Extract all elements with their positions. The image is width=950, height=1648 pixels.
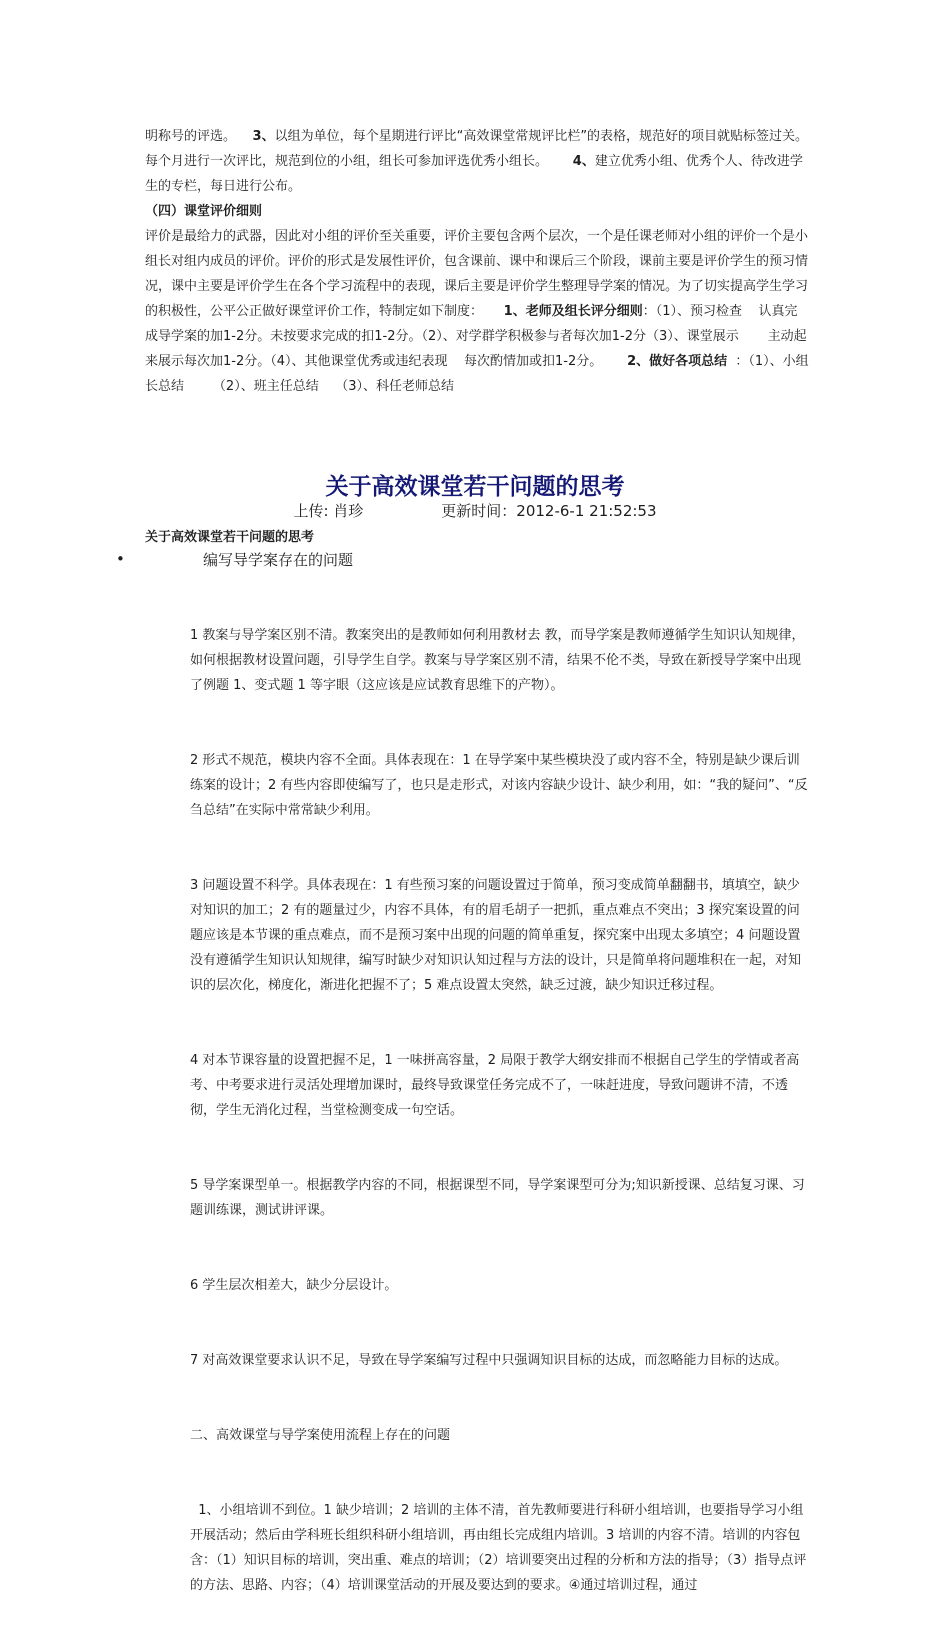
bold-run: 1、老师及组长评分细则 [503, 304, 643, 319]
article-body [190, 573, 810, 1648]
article-meta [0, 500, 950, 521]
paragraph: 6 学生层次相差大，缺少分层设计。 [190, 1278, 398, 1293]
text-run: 评价是最给力的武器，因此对小组的评价至关重要，评价主要包含两个层次，一个是任课老师对小组的评价一个是小组长对组内成员的评价。评价的形式是发展性评价，包含课前、课中和课后三个阶段，课前主要是评价学生的预习情况，课中主要是评价学生在各个学习流程中的表现，课后主要是评价学生整理导学案的情况。为了切实提高学生学习的积极性，公平公正做好课堂评价工作，特制定如下制度： [145, 229, 809, 319]
text-run: 建立优秀小组、优秀个人、待改进学生的专栏，每日进行公布。 [145, 154, 803, 194]
bold-run: 2、做好各项总结 [627, 354, 728, 369]
paragraph: 5 导学案课型单一。根据教学内容的不同，根据课型不同，导学案课型可分为;知识新授课、总结复习课、习题训练课，测试讲评课。 [190, 1178, 805, 1218]
text-run: ：（1）、小组长总结 （2）、班主任总结 （3）、科任老师总结 [145, 354, 809, 394]
paragraph: 3 问题设置不科学。具体表现在：1 有些预习案的问题设置过于简单，预习变成简单翻翻书，填填空，缺少对知识的加工；2 有的题量过少，内容不具体，有的眉毛胡子一把抓，重点难点不突出；3 探究案设置的问题应该是本节课的重点难点，而不是预习案中出现的问题的简单重复，探究案中出现太多填空；4 问题设置没有遵循学生知识认知规律，编写时缺少对知识认知过程与方法的设计，只是简单将问题堆积在一起，对知识的层次化，梯度化，渐进化把握不了；5 难点设置太突然，缺乏过渡，缺少知识迁移过程。 [190, 878, 802, 993]
item-number: 4、 [572, 154, 595, 169]
paragraph: 二、高效课堂与导学案使用流程上存在的问题 [190, 1428, 451, 1443]
text-run: ：（1）、预习检查 认真完成导学案的加1-2分。未按要求完成的扣1-2分。（2）、对学群学积极参与者每次加1-2分（3）、课堂展示 主动起来展示每次加1-2分。（4）、其他课堂优秀或违纪表现 每次酌情加或扣1-2分。 [145, 304, 807, 369]
paragraph: 2 形式不规范，模块内容不全面。具体表现在：1 在导学案中某些模块没了或内容不全，特别是缺少课后训练案的设计；2 有些内容即使编写了，也只是走形式，对该内容缺少设计、缺少利用，如：“我的疑问”、“反刍总结”在实际中常常缺少利用。 [190, 753, 808, 818]
update-time: 更新时间：2012-6-1 21:52:53 [441, 502, 657, 520]
article-title: 关于高效课堂若干问题的思考 [325, 473, 625, 500]
uploader: 上传: 肖珍 [293, 502, 364, 520]
paragraph: 1、小组培训不到位。1 缺少培训；2 培训的主体不清，首先教师要进行科研小组培训，也要指导学习小组开展活动；然后由学科班长组织科研小组培训，再由组长完成组内培训。3 培训的内容不清。培训的内容包含：（1）知识目标的培训，突出重、难点的培训；（2）培训要突出过程的分析和方法的指导；（3）指导点评的方法、思路、内容；（4）培训课堂活动的开展及要达到的要求。④通过培训过程，通过 [190, 1503, 807, 1593]
bullet-heading: 编写导学案存在的问题 [203, 551, 354, 569]
paragraph: 7 对高效课堂要求认识不足，导致在导学案编写过程中只强调知识目标的达成，而忽略能力目标的达成。 [190, 1353, 788, 1368]
paragraph: 4 对本节课容量的设置把握不足，1 一味拼高容量，2 局限于教学大纲安排而不根据自己学生的学情或者高考、中考要求进行灵活处理增加课时，最终导致课堂任务完成不了，一味赶进度，导致问题讲不清，不透彻，学生无消化过程，当堂检测变成一句空话。 [190, 1053, 800, 1118]
bullet-marker: • [116, 550, 125, 568]
text-run: 以组为单位，每个星期进行评比“高效课堂常规评比栏”的表格，规范好的项目就贴标签过关。每个月进行一次评比，规范到位的小组，组长可参加评选优秀小组长。 [145, 129, 809, 169]
paragraph: 1 教案与导学案区别不清。教案突出的是教师如何利用教材去 教，而导学案是教师遵循学生知识认知规律，如何根据教材设置问题，引导学生自学。教案与导学案区别不清，结果不伦不类，导致在新授导学案中出现了例题 1、变式题 1 等字眼（这应该是应试教育思维下的产物）。 [190, 628, 805, 693]
evaluation-section [145, 124, 810, 399]
item-number: 3、 [252, 129, 275, 144]
section-heading: （四）课堂评价细则 [145, 204, 263, 219]
text-run: 明称号的评选。 [145, 129, 253, 144]
article-subheading: 关于高效课堂若干问题的思考 [145, 530, 315, 545]
